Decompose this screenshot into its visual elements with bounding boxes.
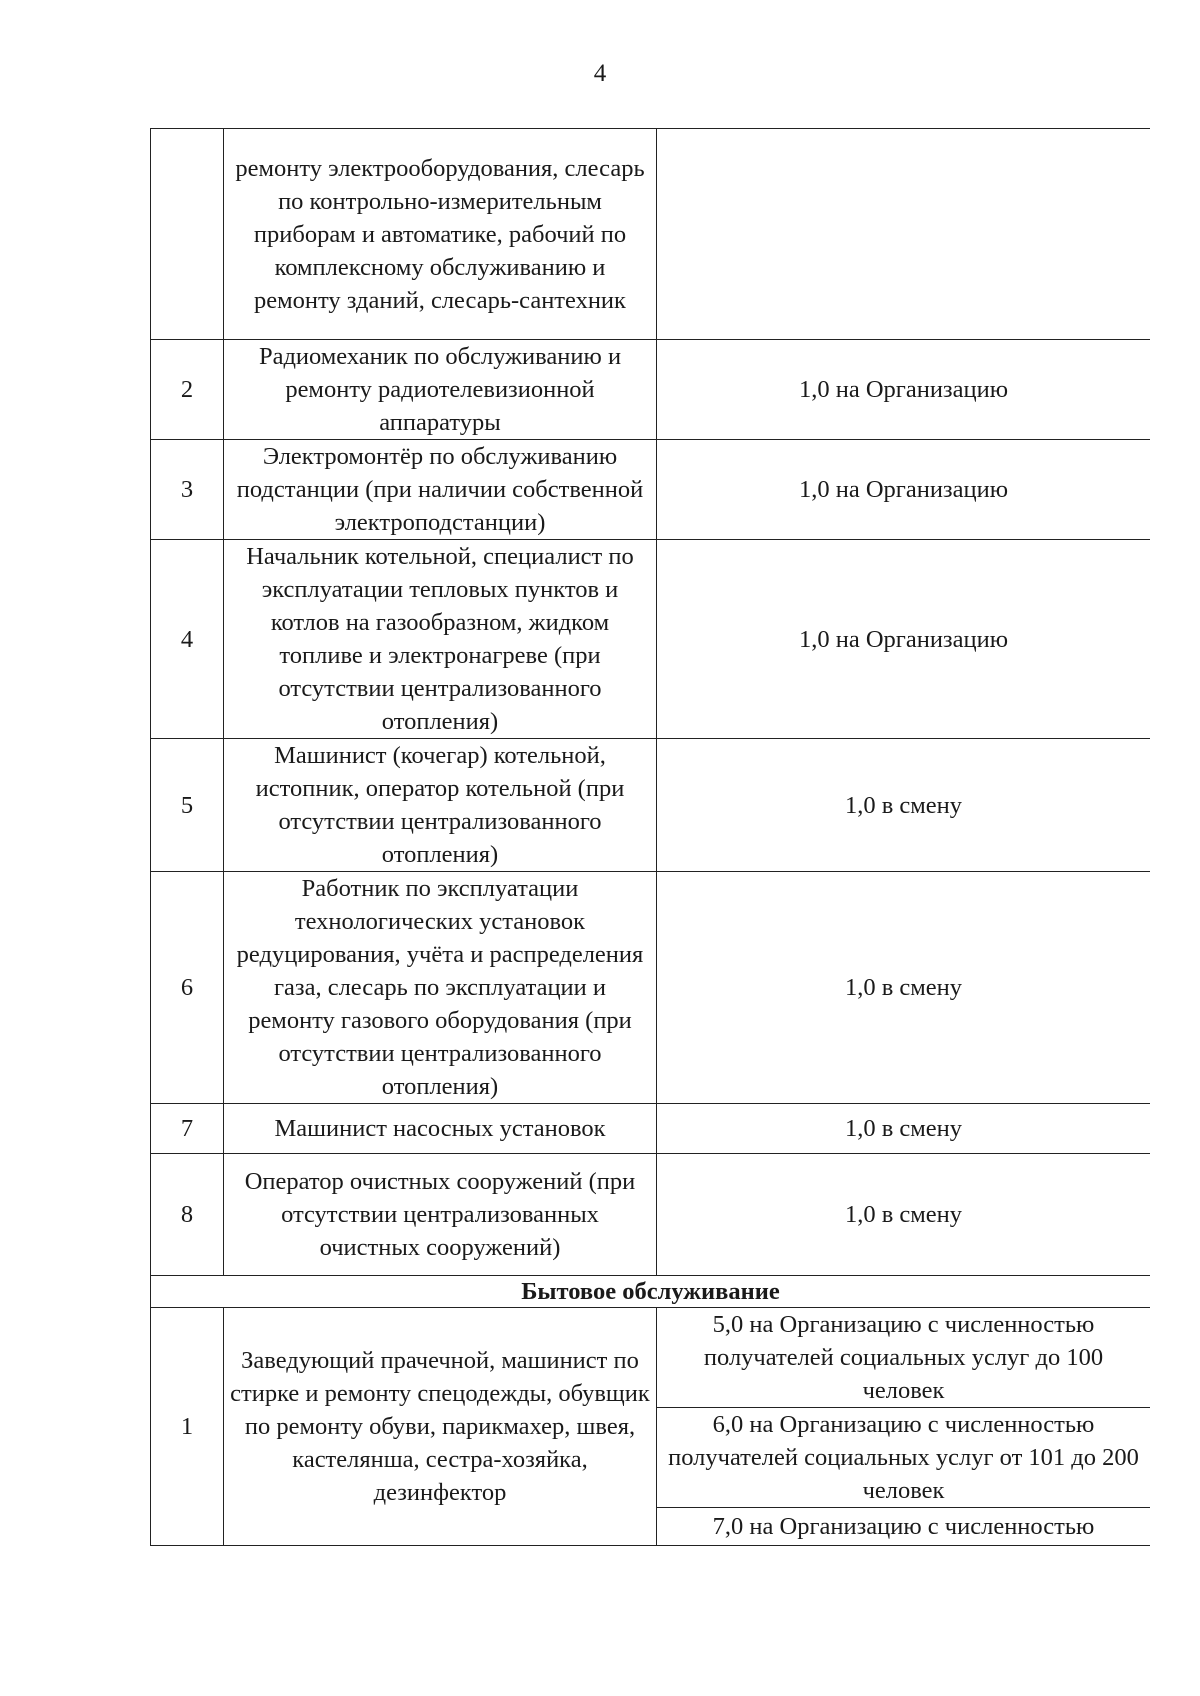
table-row	[151, 872, 1151, 1104]
position-cell: Оператор очистных сооружений (при отсутствии централизованных очистных сооружений)	[224, 1154, 657, 1276]
row-number	[151, 129, 224, 340]
row-number: 5	[151, 739, 224, 872]
norm-cell: 5,0 на Организацию с численностью получателей социальных услуг до 100 человек	[657, 1308, 1151, 1408]
table-row	[151, 1308, 1151, 1408]
position-cell: Начальник котельной, специалист по эксплуатации тепловых пунктов и котлов на газообразном, жидком топливе и электронагреве (при отсутствии централизованного отопления)	[224, 540, 657, 739]
norm-cell: 1,0 в смену	[657, 1154, 1151, 1276]
table-row	[151, 540, 1151, 739]
position-cell: Электромонтёр по обслуживанию подстанции (при наличии собственной электроподстанции)	[224, 440, 657, 540]
norm-cell: 1,0 на Организацию	[657, 340, 1151, 440]
row-number: 2	[151, 340, 224, 440]
row-number: 6	[151, 872, 224, 1104]
norm-cell: 7,0 на Организацию с численностью	[657, 1508, 1151, 1546]
norm-cell: 1,0 на Организацию	[657, 440, 1151, 540]
position-cell: Работник по эксплуатации технологических установок редуцирования, учёта и распределения газа, слесарь по эксплуатации и ремонту газового оборудования (при отсутствии централизованного отопления)	[224, 872, 657, 1104]
section-header-row	[151, 1276, 1151, 1308]
norm-cell: 1,0 на Организацию	[657, 540, 1151, 739]
row-number: 8	[151, 1154, 224, 1276]
norm-cell: 1,0 в смену	[657, 1104, 1151, 1154]
position-cell: Машинист насосных установок	[224, 1104, 657, 1154]
position-cell: ремонту электрооборудования, слесарь по контрольно-измерительным приборам и автоматике, рабочий по комплексному обслуживанию и ремонту зданий, слесарь-сантехник	[224, 129, 657, 340]
position-cell: Машинист (кочегар) котельной, истопник, оператор котельной (при отсутствии централизованного отопления)	[224, 739, 657, 872]
table-row	[151, 129, 1151, 340]
position-cell: Радиомеханик по обслуживанию и ремонту радиотелевизионной аппаратуры	[224, 340, 657, 440]
row-number: 4	[151, 540, 224, 739]
position-cell: Заведующий прачечной, машинист по стирке и ремонту спецодежды, обувщик по ремонту обуви, парикмахер, швея, кастелянша, сестра-хозяйка, дезинфектор	[224, 1308, 657, 1546]
norm-cell: 1,0 в смену	[657, 872, 1151, 1104]
row-number: 1	[151, 1308, 224, 1546]
norm-cell	[657, 129, 1151, 340]
norm-cell: 6,0 на Организацию с численностью получателей социальных услуг от 101 до 200 человек	[657, 1408, 1151, 1508]
page-number: 4	[593, 60, 607, 87]
table-row	[151, 1154, 1151, 1276]
table-row	[151, 739, 1151, 872]
row-number: 3	[151, 440, 224, 540]
table-row	[151, 340, 1151, 440]
norm-cell: 1,0 в смену	[657, 739, 1151, 872]
staffing-table	[150, 128, 1150, 1546]
table-row	[151, 1104, 1151, 1154]
section-title: Бытовое обслуживание	[151, 1276, 1151, 1308]
table-row	[151, 440, 1151, 540]
row-number: 7	[151, 1104, 224, 1154]
